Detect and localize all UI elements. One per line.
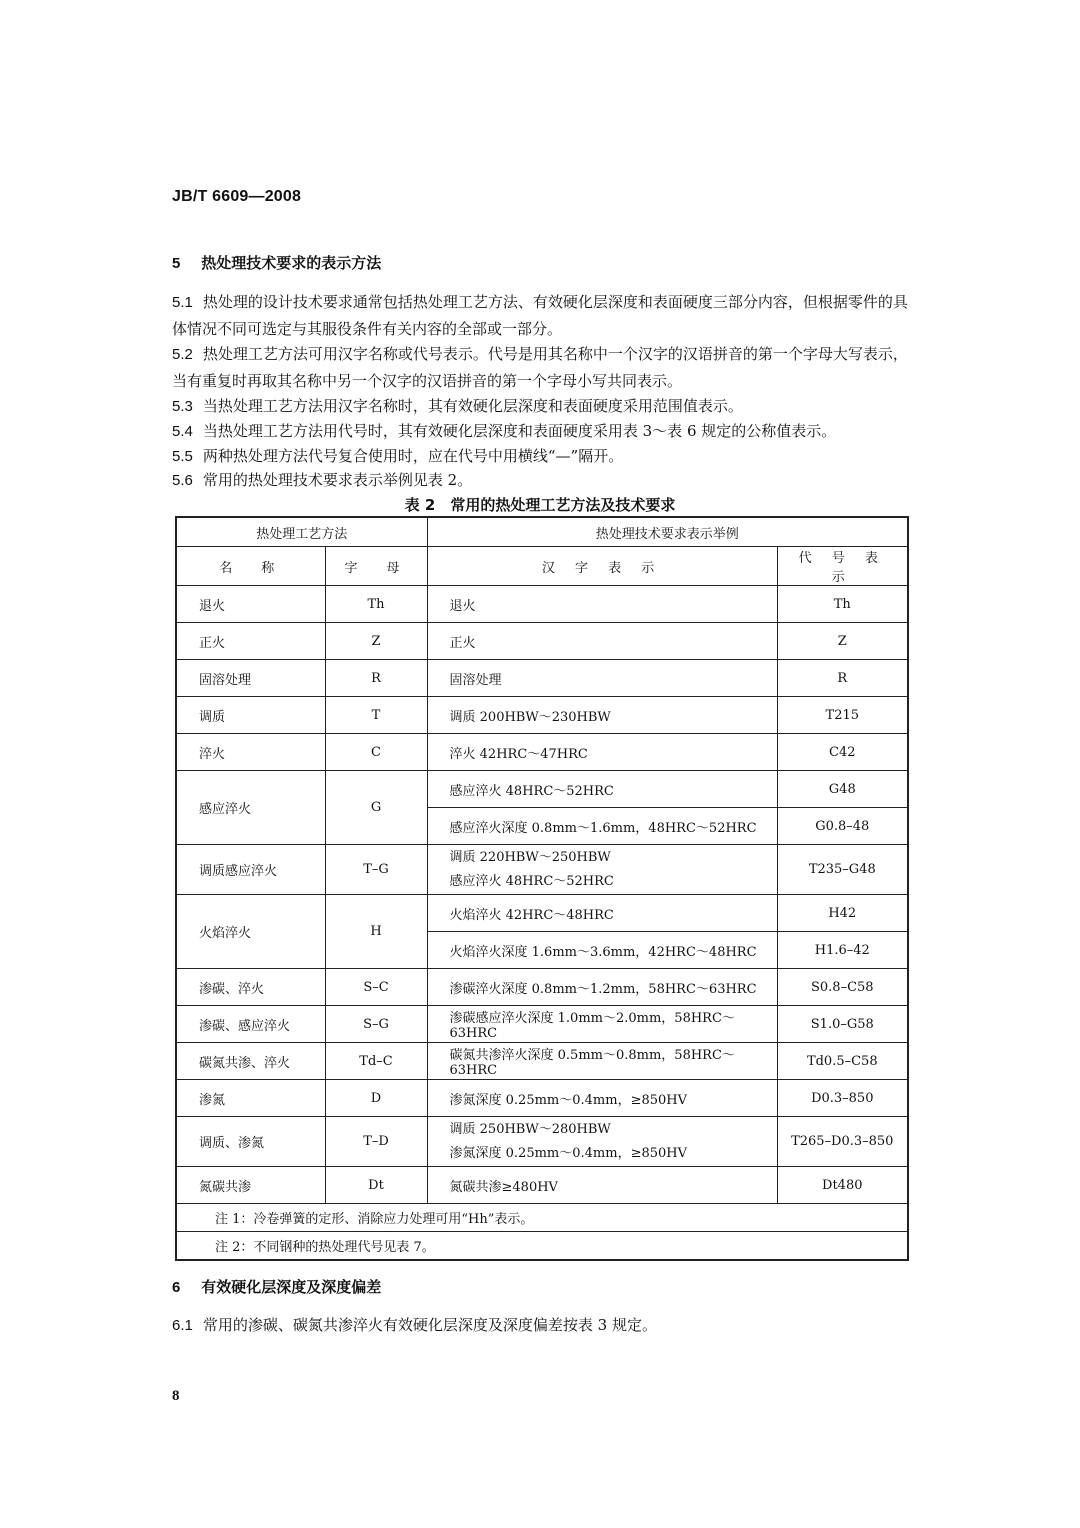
clause-text: 热处理的设计技术要求通常包括热处理工艺方法、有效硬化层深度和表面硬度三部分内容，但根据零件的具体情况不同可选定与其服役条件有关内容的全部或一部分。 [172,293,908,338]
clause-number: 5.5 [172,448,193,465]
paragraph-5-2 [172,341,908,394]
clause-text: 当热处理工艺方法用代号时，其有效硬化层深度和表面硬度采用表 3～表 6 规定的公称值表示。 [202,422,837,440]
cell-code: R [777,660,908,697]
cell-letter: S–C [325,969,427,1006]
cell-code: T265–D0.3–850 [777,1117,908,1167]
clause-text: 常用的热处理技术要求表示举例见表 2。 [202,471,473,489]
cell-letter: Td–C [325,1043,427,1080]
cell-chinese: 退火 [427,586,777,623]
cell-chinese: 氮碳共渗≥480HV [427,1167,777,1204]
table-note-row [176,1232,908,1261]
cell-letter: Th [325,586,427,623]
cell-name: 渗碳、淬火 [176,969,325,1006]
table-row [176,1006,908,1043]
table-row [176,697,908,734]
cell-letter: T [325,697,427,734]
cell-name: 渗碳、感应淬火 [176,1006,325,1043]
table-note: 注 1：冷卷弹簧的定形、消除应力处理可用“Hh”表示。 [176,1204,908,1232]
cell-chinese: 淬火 42HRC～47HRC [427,734,777,771]
table-note: 注 2：不同钢种的热处理代号见表 7。 [176,1232,908,1261]
cell-chinese: 渗氮深度 0.25mm～0.4mm，≥850HV [427,1080,777,1117]
section-6-heading [172,1276,381,1297]
table-row [176,1117,908,1167]
cell-chinese-line: 感应淬火 48HRC～52HRC [449,873,614,889]
cell-name: 调质 [176,697,325,734]
cell-code: Z [777,623,908,660]
col-header-code: 代 号 表 示 [777,547,908,586]
cell-chinese: 固溶处理 [427,660,777,697]
standard-code: JB/T 6609—2008 [172,188,302,205]
clause-number: 5.6 [172,472,193,489]
group-header-examples: 热处理技术要求表示举例 [427,517,908,547]
cell-name: 感应淬火 [176,771,325,845]
cell-code: S0.8–C58 [777,969,908,1006]
cell-name: 调质感应淬火 [176,845,325,895]
cell-letter: Z [325,623,427,660]
cell-code: G0.8–48 [777,808,908,845]
cell-name: 正火 [176,623,325,660]
cell-letter: D [325,1080,427,1117]
cell-chinese: 调质 200HBW～230HBW [427,697,777,734]
paragraph-5-1 [172,289,908,342]
cell-letter: T–D [325,1117,427,1167]
clause-number: 5.1 [172,294,193,311]
cell-code: Th [777,586,908,623]
cell-chinese: 渗碳感应淬火深度 1.0mm～2.0mm，58HRC～63HRC [427,1006,777,1043]
paragraph-5-5 [172,443,908,470]
cell-code: Td0.5–C58 [777,1043,908,1080]
clause-number: 5.3 [172,398,193,415]
col-header-letter: 字 母 [325,547,427,586]
cell-chinese: 火焰淬火 42HRC～48HRC [427,895,777,932]
table-row [176,845,908,895]
cell-letter: H [325,895,427,969]
cell-letter: R [325,660,427,697]
cell-chinese [427,1117,777,1167]
table-row [176,734,908,771]
cell-code: S1.0–G58 [777,1006,908,1043]
cell-name: 渗氮 [176,1080,325,1117]
section-number: 6 [172,1279,181,1296]
section-5-heading [172,252,381,273]
col-header-chinese: 汉 字 表 示 [427,547,777,586]
table-2 [175,516,909,1261]
table-group-header-row [176,517,908,547]
cell-code: H1.6–42 [777,932,908,969]
table-row [176,660,908,697]
clause-number: 5.4 [172,423,193,440]
table-note-row [176,1204,908,1232]
table-row [176,623,908,660]
cell-chinese: 感应淬火深度 0.8mm～1.6mm，48HRC～52HRC [427,808,777,845]
paragraph-5-6 [172,467,908,494]
cell-letter: S–G [325,1006,427,1043]
cell-code: T215 [777,697,908,734]
clause-text: 常用的渗碳、碳氮共渗淬火有效硬化层深度及深度偏差按表 3 规定。 [202,1316,657,1334]
paragraph-6-1 [172,1312,908,1339]
section-title: 热处理技术要求的表示方法 [201,254,382,272]
cell-code: G48 [777,771,908,808]
clause-text: 两种热处理方法代号复合使用时，应在代号中用横线“—”隔开。 [202,447,624,465]
clause-text: 热处理工艺方法可用汉字名称或代号表示。代号是用其名称中一个汉字的汉语拼音的第一个字母大写表示，当有重复时再取其名称中另一个汉字的汉语拼音的第一个字母小写共同表示。 [172,345,908,390]
table-row [176,969,908,1006]
section-title: 有效硬化层深度及深度偏差 [201,1278,382,1296]
cell-code: H42 [777,895,908,932]
cell-name: 调质、渗氮 [176,1117,325,1167]
cell-name: 火焰淬火 [176,895,325,969]
table-row [176,895,908,932]
paragraph-5-4 [172,418,908,445]
cell-name: 氮碳共渗 [176,1167,325,1204]
section-number: 5 [172,255,181,272]
cell-chinese [427,845,777,895]
table-2-title: 表 2 常用的热处理工艺方法及技术要求 [404,496,676,514]
cell-chinese-line: 调质 220HBW～250HBW [449,849,611,865]
clause-text: 当热处理工艺方法用汉字名称时，其有效硬化层深度和表面硬度采用范围值表示。 [202,397,743,415]
cell-chinese-line: 渗氮深度 0.25mm～0.4mm，≥850HV [449,1145,688,1161]
col-header-name: 名 称 [176,547,325,586]
group-header-process: 热处理工艺方法 [176,517,427,547]
cell-name: 碳氮共渗、淬火 [176,1043,325,1080]
clause-number: 5.2 [172,346,193,363]
cell-chinese: 火焰淬火深度 1.6mm～3.6mm，42HRC～48HRC [427,932,777,969]
cell-code: D0.3–850 [777,1080,908,1117]
cell-name: 淬火 [176,734,325,771]
table-row [176,1043,908,1080]
table-row [176,771,908,808]
cell-name: 固溶处理 [176,660,325,697]
cell-letter: T–G [325,845,427,895]
page-number: 8 [172,1388,180,1404]
cell-chinese: 渗碳淬火深度 0.8mm～1.2mm，58HRC～63HRC [427,969,777,1006]
cell-letter: C [325,734,427,771]
cell-chinese-line: 调质 250HBW～280HBW [449,1121,611,1137]
table-row [176,1080,908,1117]
cell-code: Dt480 [777,1167,908,1204]
cell-code: T235–G48 [777,845,908,895]
cell-chinese: 感应淬火 48HRC～52HRC [427,771,777,808]
cell-letter: Dt [325,1167,427,1204]
cell-name: 退火 [176,586,325,623]
table-row [176,1167,908,1204]
table-row [176,586,908,623]
clause-number: 6.1 [172,1317,193,1334]
cell-letter: G [325,771,427,845]
table-column-header-row [176,547,908,586]
cell-code: C42 [777,734,908,771]
paragraph-5-3 [172,393,908,420]
cell-chinese: 正火 [427,623,777,660]
cell-chinese: 碳氮共渗淬火深度 0.5mm～0.8mm，58HRC～63HRC [427,1043,777,1080]
